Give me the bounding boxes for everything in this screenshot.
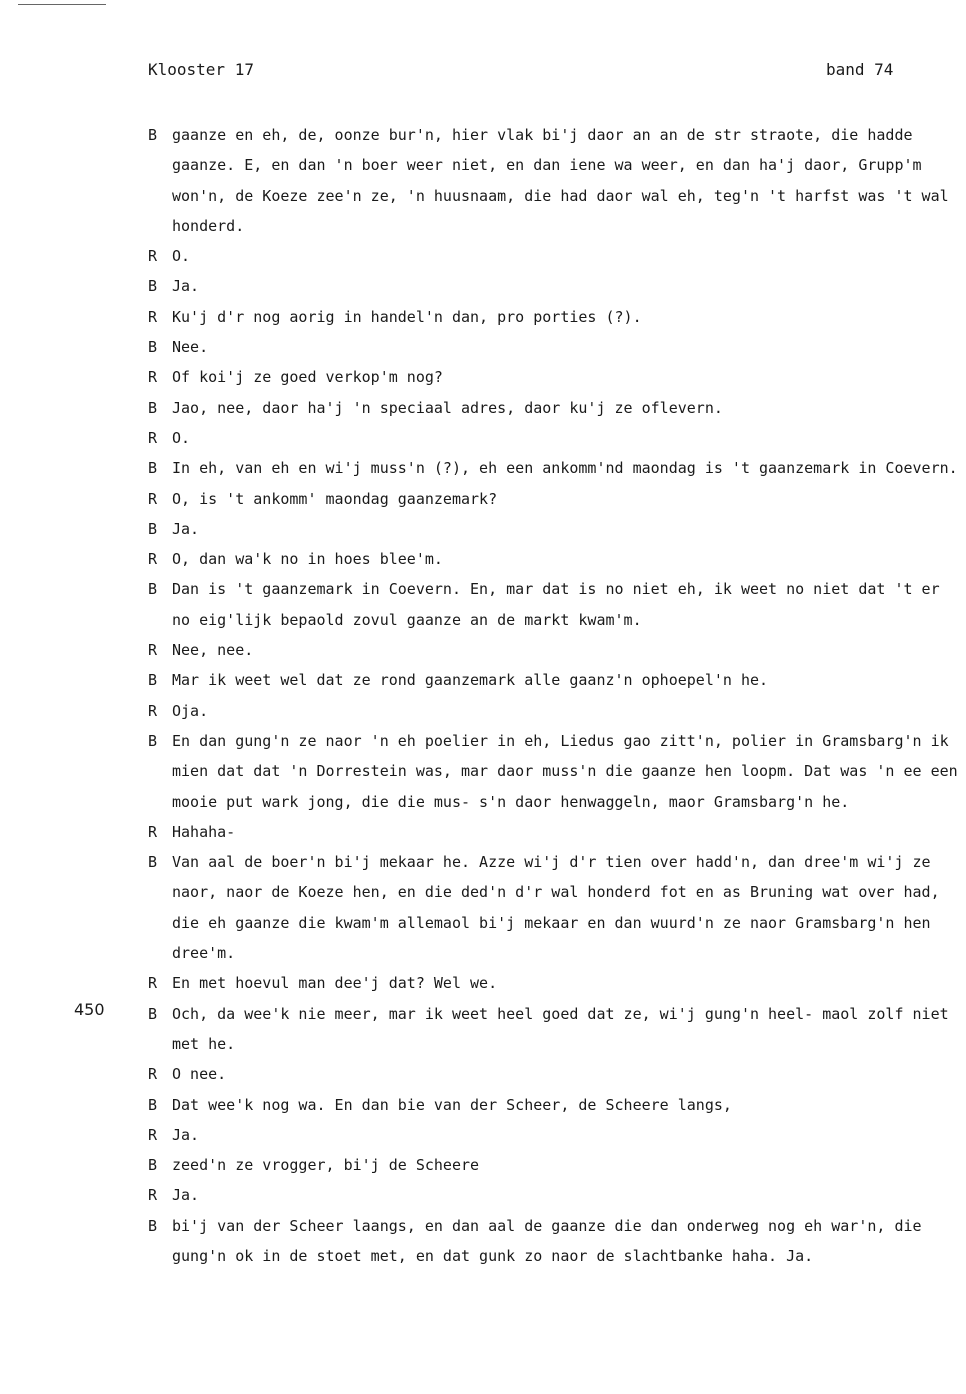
speaker-label: B xyxy=(148,671,158,690)
utterance-text: Ja. xyxy=(172,277,200,296)
dialogue-turn xyxy=(148,1120,958,1150)
utterance-text: Of koi'j ze goed verkop'm nog? xyxy=(172,368,443,387)
utterance-text: Ku'j d'r nog aorig in handel'n dan, pro porties (?). xyxy=(172,307,642,326)
dialogue-turn xyxy=(148,665,958,695)
utterance-text: Och, da wee'k nie meer, mar ik weet heel goed dat ze, wi'j gung'n heel- maol zolf niet met he. xyxy=(172,1004,949,1053)
dialogue-turn xyxy=(148,1180,958,1210)
utterance-text: Hahaha- xyxy=(172,822,236,841)
utterance-text: Ja. xyxy=(172,1186,200,1205)
dialogue-turn xyxy=(148,1090,958,1120)
utterance-text: O nee. xyxy=(172,1065,227,1084)
speaker-label: R xyxy=(148,550,158,569)
dialogue-turn xyxy=(148,968,958,998)
speaker-label: B xyxy=(148,853,158,872)
dialogue-turn xyxy=(148,726,958,817)
speaker-label: R xyxy=(148,489,158,508)
dialogue-turn xyxy=(148,484,958,514)
dialogue-turn xyxy=(148,1059,958,1089)
speaker-label: R xyxy=(148,1125,158,1144)
speaker-label: B xyxy=(148,338,158,357)
utterance-text: En dan gung'n ze naor 'n eh poelier in eh, Liedus gao zitt'n, polier in Gramsbarg'n ik mien dat dat 'n Dorrestein was, mar daor muss'n die gaanze hen loopm. Dat was 'n ee een mooie put wark jong, die die mus- s'n daor henwaggeln, maor Gramsbarg'n he. xyxy=(172,731,958,811)
speaker-label: B xyxy=(148,398,158,417)
dialogue-turn xyxy=(148,302,958,332)
utterance-text: zeed'n ze vrogger, bi'j de Scheere xyxy=(172,1156,480,1175)
document-title: Klooster 17 xyxy=(148,60,254,79)
speaker-label: R xyxy=(148,368,158,387)
dialogue-turn xyxy=(148,847,958,968)
dialogue-turn xyxy=(148,393,958,423)
dialogue-turn xyxy=(148,1150,958,1180)
dialogue-turn xyxy=(148,544,958,574)
speaker-label: B xyxy=(148,580,158,599)
utterance-text: O, is 't ankomm' maondag gaanzemark? xyxy=(172,489,498,508)
margin-line-number: 450 xyxy=(74,1000,105,1019)
speaker-label: B xyxy=(148,519,158,538)
speaker-label: B xyxy=(148,1095,158,1114)
speaker-label: B xyxy=(148,1156,158,1175)
utterance-text: Mar ik weet wel dat ze rond gaanzemark alle gaanz'n ophoepel'n he. xyxy=(172,671,769,690)
speaker-label: R xyxy=(148,247,158,266)
utterance-text: gaanze en eh, de, oonze bur'n, hier vlak bi'j daor an an de str straote, die hadde gaanze. E, en dan 'n boer weer niet, en dan iene wa weer, en dan ha'j daor, Grupp'm won'n, de Koeze zee'n ze, 'n huusnaam, die had daor wal eh, teg'n 't harfst was 't wal honderd. xyxy=(172,126,949,235)
speaker-label: R xyxy=(148,428,158,447)
dialogue-turn xyxy=(148,696,958,726)
utterance-text: Dan is 't gaanzemark in Coevern. En, mar dat is no niet eh, ik weet no niet dat 't er no eig'lijk bepaold zovul gaanze an de markt kwam'm. xyxy=(172,580,940,629)
utterance-text: In eh, van eh en wi'j muss'n (?), eh een ankomm'nd maondag is 't gaanzemark in Coevern. xyxy=(172,459,958,478)
dialogue-turn xyxy=(148,453,958,483)
speaker-label: R xyxy=(148,822,158,841)
dialogue-turn xyxy=(148,241,958,271)
scan-mark xyxy=(18,4,106,5)
speaker-label: R xyxy=(148,974,158,993)
utterance-text: O. xyxy=(172,428,191,447)
utterance-text: En met hoevul man dee'j dat? Wel we. xyxy=(172,974,498,993)
utterance-text: Jao, nee, daor ha'j 'n speciaal adres, daor ku'j ze oflevern. xyxy=(172,398,723,417)
speaker-label: B xyxy=(148,1004,158,1023)
dialogue-transcript xyxy=(148,120,958,1271)
speaker-label: B xyxy=(148,731,158,750)
utterance-text: Oja. xyxy=(172,701,209,720)
utterance-text: Nee, nee. xyxy=(172,641,254,660)
dialogue-turn xyxy=(148,271,958,301)
utterance-text: Ja. xyxy=(172,519,200,538)
dialogue-turn xyxy=(148,423,958,453)
speaker-label: B xyxy=(148,126,158,144)
utterance-text: Van aal de boer'n bi'j mekaar he. Azze wi'j d'r tien over hadd'n, dan dree'm wi'j ze naor, naor de Koeze hen, en die ded'n d'r wal honderd fot en as Bruning wat over had, die eh gaanze die kwam'm allemaol bi'j mekaar en dan wuurd'n ze naor Gramsbarg'n hen dree'm. xyxy=(172,853,940,963)
band-number: band 74 xyxy=(826,60,894,79)
speaker-label: R xyxy=(148,1186,158,1205)
utterance-text: O, dan wa'k no in hoes blee'm. xyxy=(172,550,443,569)
speaker-label: B xyxy=(148,1216,158,1235)
dialogue-turn xyxy=(148,362,958,392)
speaker-label: R xyxy=(148,1065,158,1084)
dialogue-turn xyxy=(148,999,958,1060)
utterance-text: O. xyxy=(172,247,191,266)
utterance-text: bi'j van der Scheer laangs, en dan aal de gaanze die dan onderweg nog eh war'n, die gung'n ok in de stoet met, en dat gunk zo naor de slachtbanke haha. Ja. xyxy=(172,1216,922,1265)
speaker-label: R xyxy=(148,701,158,720)
utterance-text: Ja. xyxy=(172,1125,200,1144)
utterance-text: Dat wee'k nog wa. En dan bie van der Scheer, de Scheere langs, xyxy=(172,1095,732,1114)
speaker-label: B xyxy=(148,277,158,296)
dialogue-turn xyxy=(148,635,958,665)
dialogue-turn xyxy=(148,817,958,847)
speaker-label: R xyxy=(148,641,158,660)
speaker-label: B xyxy=(148,459,158,478)
utterance-text: Nee. xyxy=(172,338,209,357)
dialogue-turn xyxy=(148,1211,958,1272)
dialogue-turn xyxy=(148,514,958,544)
dialogue-turn xyxy=(148,120,958,241)
dialogue-turn xyxy=(148,574,958,635)
dialogue-turn xyxy=(148,332,958,362)
speaker-label: R xyxy=(148,307,158,326)
